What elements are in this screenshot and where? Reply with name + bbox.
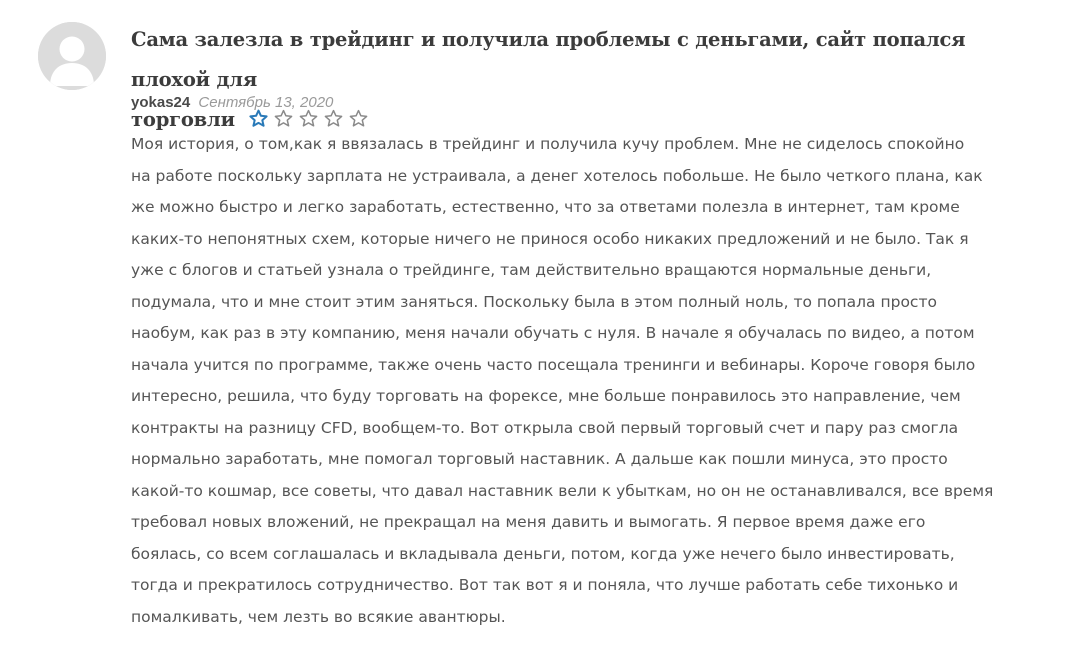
review-body-line: какой-то кошмар, все советы, что давал наставник вели к убыткам, но он не останавливался, все время: [131, 481, 994, 500]
review-body-line: уже с блогов и статьей узнала о трейдинге, там действительно вращаются нормальные деньги,: [131, 261, 932, 279]
review-title: [131, 20, 1031, 141]
review-author[interactable]: yokas24: [131, 94, 191, 111]
review-body-line: же можно быстро и легко заработать, естественно, что за ответами полезла в интернет, там кроме: [131, 198, 960, 216]
review-body-line: наобум, как раз в эту компанию, меня начали обучать с нуля. В начале я обучалась по видео, а потом: [131, 324, 975, 342]
review-body: [131, 129, 1031, 633]
review-title-line1: Сама залезла в трейдинг и получила проблемы с деньгами, сайт попался плохой для: [131, 28, 966, 91]
user-avatar-icon: [38, 22, 106, 90]
star-empty-icon[interactable]: [349, 109, 368, 128]
review-body-line: Моя история, о том,как я ввязалась в трейдинг и получила кучу проблем. Мне не сиделось спокойно: [131, 135, 965, 153]
review-body-line: нормально заработать, мне помогал торговый наставник. А дальше как пошли минуса, это просто: [131, 450, 948, 468]
review-body-line: на работе поскольку зарплата не устраивала, а денег хотелось побольше. Не было четкого плана, как: [131, 166, 983, 185]
review-body-line: подумала, что и мне стоит этим заняться. Поскольку была в этом полный ноль, то попала просто: [131, 292, 937, 311]
review-body-line: начала учится по программе, также очень часто посещала тренинги и вебинары. Короче говоря было: [131, 355, 976, 374]
review-body-line: помалкивать, чем лезть во всякие авантюры.: [131, 607, 506, 626]
review-body-line: контракты на разницу CFD, вообщем-то. Вот открыла свой первый торговый счет и пару раз смогла: [131, 418, 959, 437]
review-meta: [131, 92, 333, 114]
review-body-line: требовал новых вложений, не прекращал на меня давить и вымогать. Я первое время даже его: [131, 513, 926, 531]
review-body-line: интересно, решила, что буду торговать на форексе, мне больше понравилось это направление, чем: [131, 387, 961, 405]
review-title-line2: торговли: [131, 108, 235, 131]
review-body-line: каких-то непонятных схем, которые ничего не принося особо никаких предложений и не было. Так я: [131, 229, 969, 248]
review-date: Сентябрь 13, 2020: [198, 94, 334, 111]
review-body-line: тогда и прекратилось сотрудничество. Вот так вот я и поняла, что лучше работать себе тихонько и: [131, 576, 959, 594]
review-body-line: боялась, со всем соглашалась и вкладывала деньги, потом, когда уже нечего было инвестировать,: [131, 544, 955, 563]
